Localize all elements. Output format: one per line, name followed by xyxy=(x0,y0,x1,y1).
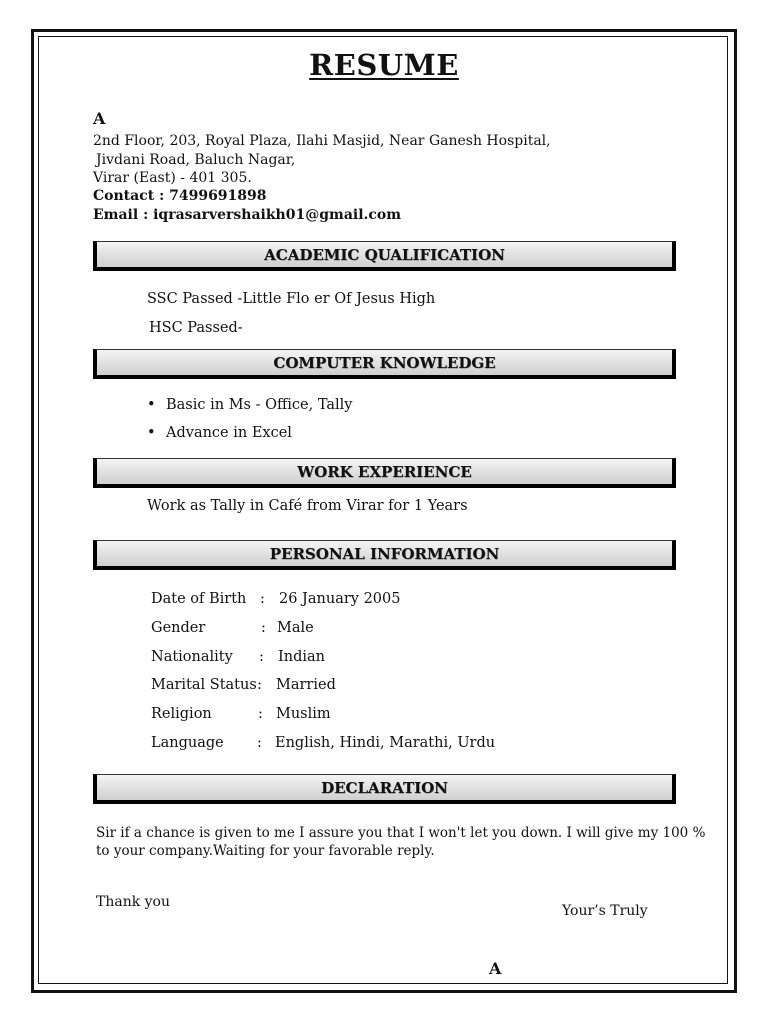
field-separator: : xyxy=(257,735,262,751)
field-separator: : xyxy=(261,620,266,636)
field-value: English, Hindi, Marathi, Urdu xyxy=(275,735,496,751)
contact-number: Contact : 7499691898 xyxy=(93,188,267,204)
email-address: Email : iqrasarvershaikh01@gmail.com xyxy=(93,207,402,223)
field-value: Muslim xyxy=(276,706,331,722)
field-label: Marital Status xyxy=(151,677,257,693)
work-experience-text: Work as Tally in Café from Virar for 1 Years xyxy=(147,498,468,514)
field-label: Nationality xyxy=(151,649,233,665)
field-value: Male xyxy=(277,620,314,636)
computer-skill-item: Basic in Ms - Office, Tally xyxy=(166,397,353,413)
field-label: Religion xyxy=(151,706,212,722)
closing-text: Your’s Truly xyxy=(562,903,648,919)
signature-name: A xyxy=(489,959,502,978)
field-separator: : xyxy=(260,591,265,607)
address-line-1: 2nd Floor, 203, Royal Plaza, Ilahi Masjid, Near Ganesh Hospital, xyxy=(93,133,551,149)
field-label: Gender xyxy=(151,620,206,636)
field-separator: : xyxy=(257,677,262,693)
declaration-line-1: Sir if a chance is given to me I assure you that I won't let you down. I will give my 100 % xyxy=(96,825,706,841)
computer-skill-item: Advance in Excel xyxy=(166,425,292,441)
field-value: 26 January 2005 xyxy=(279,591,401,607)
section-header-declaration: DECLARATION xyxy=(93,774,676,804)
address-line-3: Virar (East) - 401 305. xyxy=(93,170,252,186)
thank-you-text: Thank you xyxy=(96,894,171,910)
address-line-2: Jivdani Road, Baluch Nagar, xyxy=(96,152,296,168)
field-label: Date of Birth xyxy=(151,591,247,607)
field-separator: : xyxy=(258,706,263,722)
section-header-work: WORK EXPERIENCE xyxy=(93,458,676,488)
field-value: Indian xyxy=(278,649,325,665)
section-header-computer: COMPUTER KNOWLEDGE xyxy=(93,349,676,379)
bullet-icon: • xyxy=(147,425,156,441)
field-value: Married xyxy=(276,677,336,693)
field-label: Language xyxy=(151,735,224,751)
resume-title: RESUME xyxy=(309,48,459,82)
section-header-academic: ACADEMIC QUALIFICATION xyxy=(93,241,676,271)
academic-item: HSC Passed- xyxy=(149,320,243,336)
declaration-line-2: to your company.Waiting for your favorable reply. xyxy=(96,843,435,859)
bullet-icon: • xyxy=(147,397,156,413)
field-separator: : xyxy=(259,649,264,665)
section-header-personal: PERSONAL INFORMATION xyxy=(93,540,676,570)
academic-item: SSC Passed -Little Flo er Of Jesus High xyxy=(147,291,436,307)
applicant-name: A xyxy=(93,109,106,128)
